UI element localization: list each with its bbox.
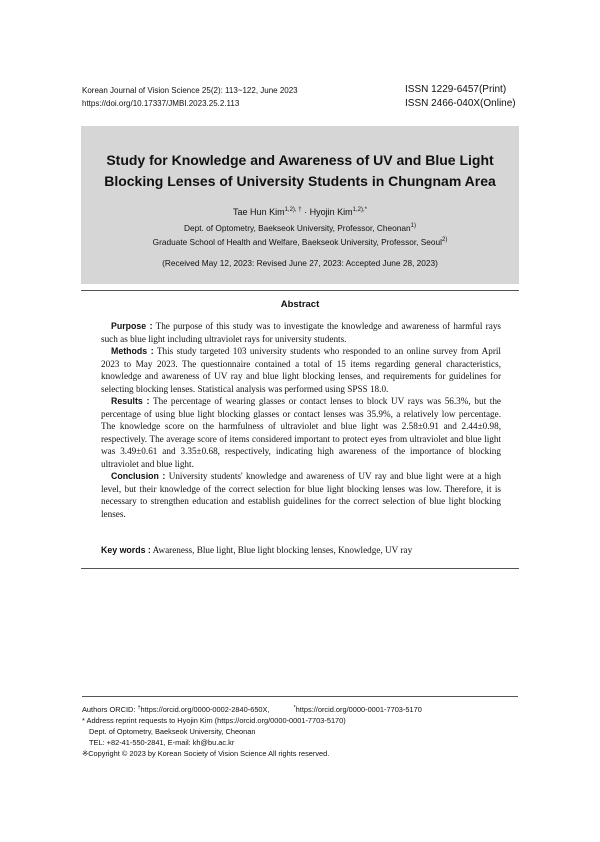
copyright-line: ※Copyright © 2023 by Korean Society of Vision Science All rights reserved. (82, 749, 330, 758)
journal-citation (82, 84, 298, 110)
paper-title (81, 150, 519, 192)
results-label: Results : (111, 396, 150, 406)
author-1-affil: 1,2), † (284, 207, 302, 213)
title-line-1: Study for Knowledge and Awareness of UV and Blue Light (106, 152, 494, 168)
abstract-bottom-rule (81, 568, 519, 569)
abstract-purpose (101, 320, 501, 345)
abstract-top-rule (81, 290, 519, 291)
conclusion-text: University students' knowledge and awareness of UV ray and blue light were at a high level, but their knowledge of the correct selection for blue light blocking lenses was low. Therefore, it is necessary to strengthen education and establish guidelines for the correct selection of blue light blocking lenses. (101, 471, 501, 519)
affiliation-2 (81, 236, 519, 249)
abstract-conclusion (101, 470, 501, 520)
issn-print: ISSN 1229-6457(Print) (405, 84, 507, 95)
keywords-label: Key words : (101, 545, 151, 555)
received-dates: (Received May 12, 2023: Revised June 27, 2023: Accepted June 28, 2023) (162, 258, 438, 268)
abstract-methods (101, 345, 501, 395)
methods-text: This study targeted 103 university students who responded to an online survey from April 2023 to May 2023. The questionnaire contained a total of 15 items regarding general characteristics, knowledge and awareness of UV ray and blue light blocking lenses, and requirements for guidelines for selecting blocking lenses. Statistical analysis was performed using SPSS 18.0. (101, 346, 501, 394)
author-2: Hyojin Kim (309, 207, 353, 217)
author-separator: · (301, 207, 310, 217)
doi-line[interactable]: https://doi.org/10.17337/JMBI.2023.25.2.113 (82, 99, 240, 108)
affiliation-2-text: Graduate School of Health and Welfare, Baekseok University, Professor, Seoul (152, 237, 442, 247)
issn-online: ISSN 2466-040X(Online) (405, 98, 516, 109)
abstract-results (101, 395, 501, 470)
purpose-text: The purpose of this study was to investigate the knowledge and awareness of harmful rays such as blue light including ultraviolet rays for university students. (101, 321, 501, 344)
footnote-rule (82, 696, 518, 697)
keywords-text: Awareness, Blue light, Blue light blocking lenses, Knowledge, UV ray (150, 545, 413, 555)
author-2-affil: 1,2),* (352, 207, 367, 213)
affiliation-1 (81, 222, 519, 235)
abstract-body (101, 320, 501, 520)
correspondence-dept: Dept. of Optometry, Baekseok University, Cheonan (89, 727, 256, 736)
methods-label: Methods : (111, 346, 154, 356)
author-list (81, 205, 519, 219)
issn-block (405, 83, 516, 111)
author-1: Tae Hun Kim (233, 207, 285, 217)
orcid-1-mark: † (137, 705, 141, 711)
title-line-2: Blocking Lenses of University Students in Chungnam Area (104, 173, 496, 189)
correspondence-contact: TEL: +82-41-550-2841, E-mail: kh@bu.ac.kr (89, 738, 235, 747)
abstract-heading: Abstract (280, 299, 320, 310)
orcid-line (82, 704, 422, 715)
affiliation-1-text: Dept. of Optometry, Baekseok University, Professor, Cheonan (184, 223, 411, 233)
title-box (81, 126, 519, 284)
orcid-1-link[interactable]: https://orcid.org/0000-0002-2840-650X, (140, 705, 270, 714)
orcid-prefix: Authors ORCID: (82, 705, 138, 714)
journal-line: Korean Journal of Vision Science 25(2): 113~122, June 2023 (82, 86, 298, 95)
keywords (101, 545, 412, 555)
purpose-label: Purpose : (111, 321, 153, 331)
results-text: The percentage of wearing glasses or contact lenses to block UV rays was 56.3%, but the percentage of using blue light blocking glasses or contact lenses was 35.9%, a relatively low percentage. The knowledge score on the harmfulness of ultraviolet and blue light was 2.58±0.91 and 2.44±0.98, respectively. The average score of items considered important to protect eyes from ultraviolet and blue light was 3.49±0.61 and 3.35±0.68, respectively, indicating high awareness of the importance of blocking ultraviolet and blue light. (101, 396, 501, 469)
orcid-2-link[interactable]: https://orcid.org/0000-0001-7703-5170 (295, 705, 422, 714)
affiliation-2-mark: 2) (441, 237, 448, 243)
affiliation-1-mark: 1) (410, 223, 416, 229)
conclusion-label: Conclusion : (111, 471, 166, 481)
orcid-2-mark: * (293, 705, 296, 711)
correspondence-line: * Address reprint requests to Hyojin Kim (https://orcid.org/0000-0001-7703-5170) (82, 716, 346, 725)
footnotes (82, 704, 422, 759)
